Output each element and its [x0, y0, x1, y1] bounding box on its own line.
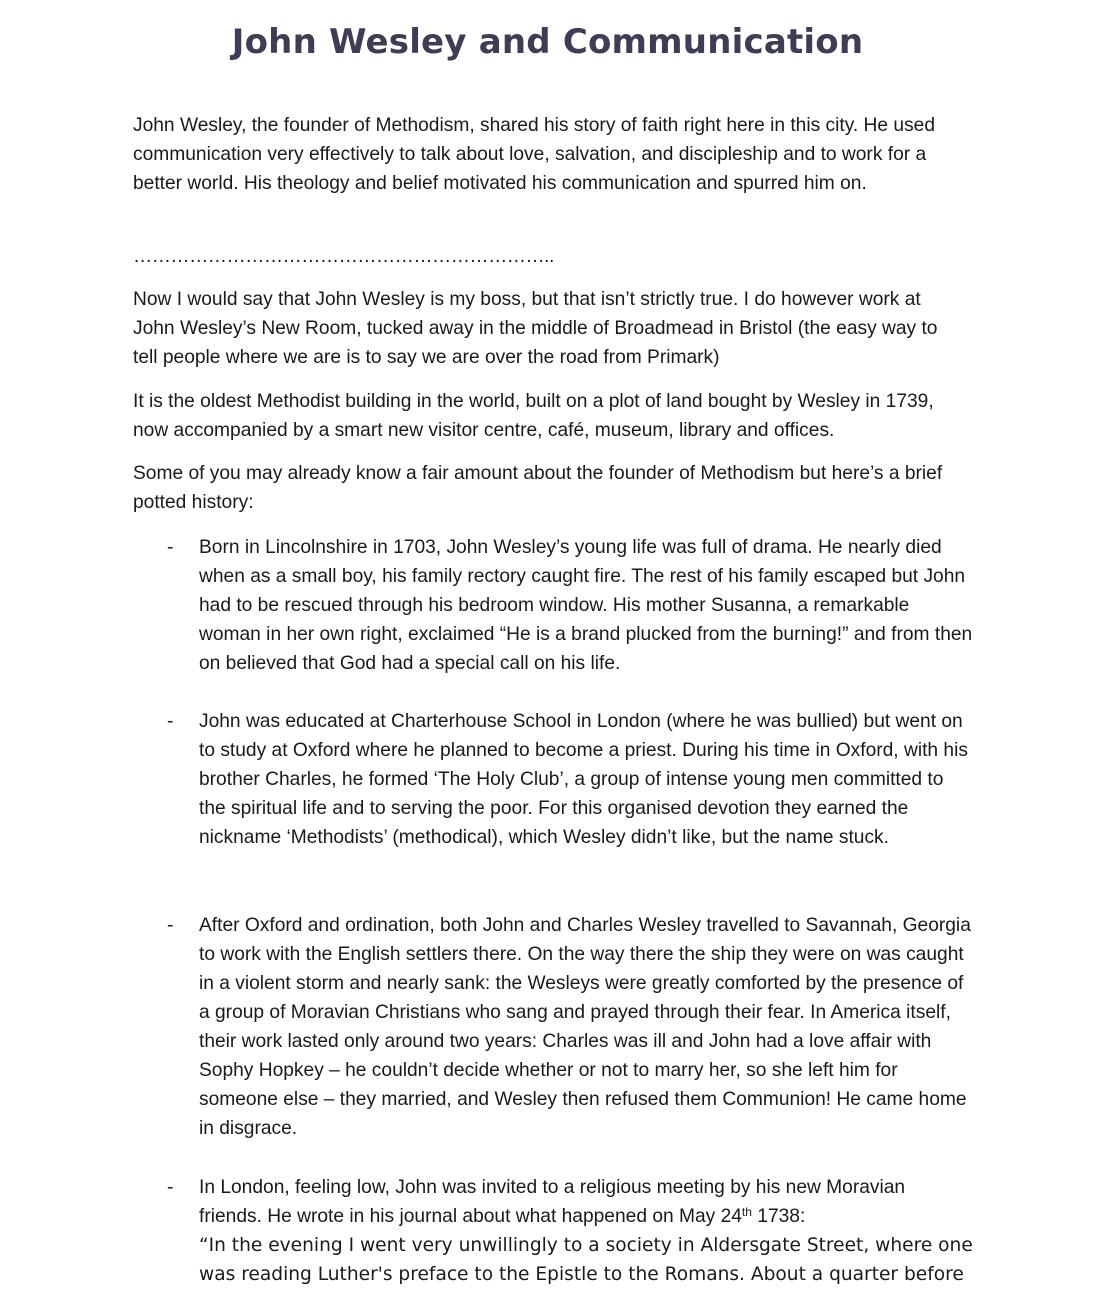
intro-paragraph: John Wesley, the founder of Methodism, shared his story of faith right here in this city. He used communication very effectively to talk about love, salvation, and discipleship and to work for a better world. His theology and belief motivated his communication and spurred him on. — [133, 115, 936, 194]
bullet-dash: - — [167, 711, 174, 732]
paragraph-oldest-building: It is the oldest Methodist building in the world, built on a plot of land bought by Wesley in 1739, now accompanied by a smart new visitor centre, café, museum, library and offices. — [133, 391, 934, 441]
journal-quote: “In the evening I went very unwillingly to a society in Aldersgate Street, where one was reading Luther's preface to the Epistle to the Romans. About a quarter before — [199, 1235, 973, 1285]
bullet-text-georgia: After Oxford and ordination, both John and Charles Wesley travelled to Savannah, Georgia to work with the English settlers there. On the way there the ship they were on was caught in a violent storm and nearly sank: the Wesleys were greatly comforted by the presence of a group of Moravian Christians who sang and prayed through their fear. In America itself, their work lasted only around two years: Charles was ill and John had a love affair with Sophy Hopkey – he couldn’t decide whether or not to marry her, so she left him for someone else – they married, and Wesley then refused them Communion! He came home in disgrace. — [199, 915, 971, 1139]
aldersgate-intro-text: In London, feeling low, John was invited to a religious meeting by his new Moravian friends. He wrote in his journal about what happened on May 24 — [199, 1177, 906, 1227]
bullet-text-aldersgate — [199, 1173, 973, 1289]
document-title: John Wesley and Communication — [231, 22, 864, 62]
bullet-dash: - — [167, 537, 174, 558]
bullet-text-education: John was educated at Charterhouse School in London (where he was bullied) but went on to study at Oxford where he planned to become a priest. During his time in Oxford, with his brother Charles, he formed ‘The Holy Club’, a group of intense young men committed to the spiritual life and to serving the poor. For this organised devotion they earned the nickname ‘Methodists’ (methodical), which Wesley didn’t like, but the name stuck. — [199, 711, 968, 848]
bullet-dash: - — [167, 1177, 174, 1198]
date-superscript: th — [741, 1205, 752, 1219]
bullet-dash: - — [167, 915, 174, 936]
paragraph-new-room: Now I would say that John Wesley is my boss, but that isn’t strictly true. I do however work at John Wesley’s New Room, tucked away in the middle of Broadmead in Bristol (the easy way to tell people where we are is to say we are over the road from Primark) — [133, 289, 938, 368]
paragraph-potted-history: Some of you may already know a fair amount about the founder of Methodism but here’s a brief potted history: — [133, 463, 943, 513]
aldersgate-year-text: 1738: — [751, 1206, 806, 1227]
separator-dots: ………………………………………………………….. — [133, 246, 554, 267]
bullet-text-early-life: Born in Lincolnshire in 1703, John Wesley’s young life was full of drama. He nearly died when as a small boy, his family rectory caught fire. The rest of his family escaped but John had to be rescued through his bedroom window. His mother Susanna, a remarkable woman in her own right, exclaimed “He is a brand plucked from the burning!” and from then on believed that God had a special call on his life. — [199, 537, 973, 674]
